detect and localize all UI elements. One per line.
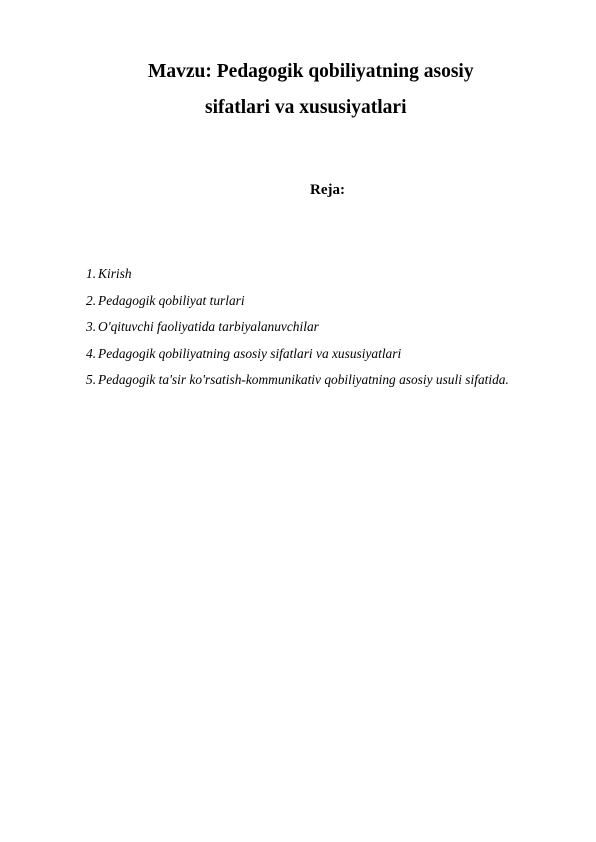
plan-item-3 xyxy=(86,314,546,341)
plan-item-1 xyxy=(86,261,546,288)
plan-list xyxy=(86,261,546,394)
document-title-line-2: sifatlari va xususiyatlari xyxy=(205,97,407,118)
plan-item-text: Kirish xyxy=(98,266,132,281)
plan-item-number: 5. xyxy=(86,372,97,388)
plan-item-text: O'qituvchi faoliyatida tarbiyalanuvchilar xyxy=(98,319,319,335)
plan-item-text: Pedagogik qobiliyat turlari xyxy=(98,292,245,308)
plan-item-number: 2. xyxy=(86,292,97,308)
plan-heading: Reja: xyxy=(310,182,345,198)
plan-item-number: 3. xyxy=(86,319,97,335)
plan-item-text: Pedagogik ta'sir ko'rsatish-kommunikativ qobiliyatning asosiy usuli sifatida. xyxy=(98,372,509,388)
plan-item-number: 1. xyxy=(86,266,97,281)
document-title-line-1: Mavzu: Pedagogik qobiliyatning asosiy xyxy=(148,61,474,82)
plan-item-2 xyxy=(86,288,546,315)
plan-item-4 xyxy=(86,341,546,368)
plan-item-number: 4. xyxy=(86,345,97,361)
plan-item-text: Pedagogik qobiliyatning asosiy sifatlari va xususiyatlari xyxy=(98,345,402,361)
plan-item-5 xyxy=(86,367,546,394)
